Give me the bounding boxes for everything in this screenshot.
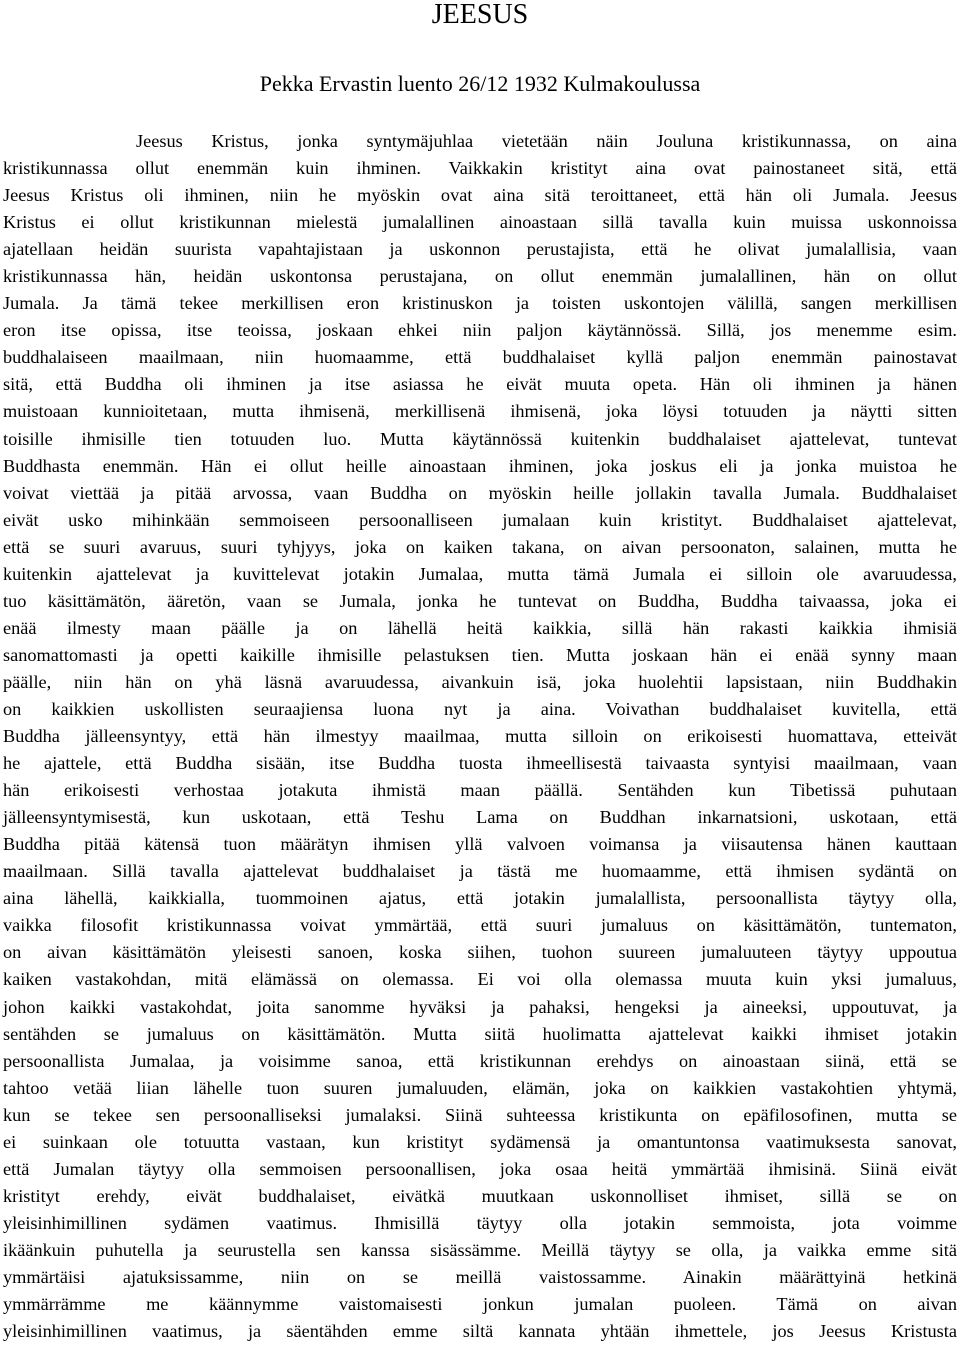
body-line: ymmärtäisi ajatuksissamme, niin on se meillä vaistossamme. Ainakin määrättyinä hetkinä xyxy=(3,1266,957,1287)
body-line: muistoaan kunnioitetaan, mutta ihmisenä, merkillisenä ihmisenä, joka löysi totuuden ja näytti sitten xyxy=(3,401,957,422)
body-line: sanomattomasti ja opetti kaikille ihmisille pelastuksen tien. Mutta joskaan hän ei enää synny maan xyxy=(3,644,957,665)
body-line: kristikunnassa ollut enemmän kuin ihminen. Vaikkakin kristityt aina ovat painostaneet sitä, että xyxy=(3,158,957,179)
body-line: maailmaan. Sillä tavalla ajattelevat buddhalaiset ja tästä me huomaamme, että ihmisen sydäntä on xyxy=(3,861,957,882)
body-line: kun se tekee sen persoonalliseksi jumalaksi. Siinä suhteessa kristikunta on epäfilosofinen, mutta se xyxy=(3,1104,957,1125)
body-line: toisille ihmisille tien totuuden luo. Mutta käytännössä kuitenkin buddhalaiset ajattelevat, tuntevat xyxy=(3,428,957,449)
body-line: Jumala. Ja tämä tekee merkillisen eron kristinuskon ja toisten uskontojen välillä, sangen merkillisen xyxy=(3,293,957,314)
body-line: eron itse opissa, itse teoissa, joskaan ehkei niin paljon käytännössä. Sillä, jos menemme esim. xyxy=(3,320,957,341)
body-line: kuitenkin ajattelevat ja kuvittelevat jotakin Jumalaa, mutta tämä Jumala ei silloin ole avaruudessa, xyxy=(3,563,957,584)
body-line: johon kaikki vastakohdat, joita sanomme hyväksi ja pahaksi, hengeksi ja aineeksi, uppoutuvat, ja xyxy=(3,996,957,1017)
body-line: on kaikkien uskollisten seuraajiensa luona nyt ja aina. Voivathan buddhalaiset kuvitella, että xyxy=(3,698,957,719)
body-line: eivät usko mihinkään semmoiseen persoonalliseen jumalaan kuin kristityt. Buddhalaiset ajattelevat, xyxy=(3,509,957,530)
body-line: sentähden se jumaluus on käsittämätön. Mutta siitä huolimatta ajattelevat kaikki ihmiset jotakin xyxy=(3,1023,957,1044)
body-line: sitä, että Buddha oli ihminen ja itse asiassa he eivät muuta opeta. Hän oli ihminen ja hänen xyxy=(3,374,957,395)
body-line: Buddha pitää kätensä tuon määrätyn ihmisen yllä valvoen voimansa ja viisautensa hänen kauttaan xyxy=(3,834,957,855)
document-title: JEESUS xyxy=(431,0,529,30)
body-line: tuo käsittämätön, ääretön, vaan se Jumala, jonka he tuntevat on Buddha, Buddha taivaassa, joka ei xyxy=(3,590,957,611)
body-line: Jeesus Kristus, jonka syntymäjuhlaa vietetään näin Jouluna kristikunnassa, on aina xyxy=(136,131,957,151)
body-line: tahtoo vetää liian lähelle tuon suuren jumaluuden, elämän, joka on kaikkien vastakohtien yhtymä, xyxy=(3,1077,957,1098)
body-line: Jeesus Kristus oli ihminen, niin he myöskin ovat aina sitä teroittaneet, että hän oli Jumala. Jeesus xyxy=(3,185,957,206)
body-line: että Jumalan täytyy olla semmoisen persoonallisen, joka osaa heitä ymmärtää ihmisinä. Siinä eivät xyxy=(3,1158,957,1179)
body-line: yleisinhimillinen vaatimus, ja säentähden emme siltä kannata yhtään ihmettele, jos Jeesus Kristusta xyxy=(3,1321,957,1342)
body-line: Buddhasta enemmän. Hän ei ollut heille ainoastaan ihminen, joka joskus eli ja jonka muistoa he xyxy=(3,455,957,476)
body-line: kaiken vastakohdan, mitä elämässä on olemassa. Ei voi olla olemassa muuta kuin yksi jumaluus, xyxy=(3,969,957,990)
body-line: ymmärrämme me käännymme vaistomaisesti jonkun jumalan puoleen. Tämä on aivan xyxy=(3,1294,957,1315)
body-line: hän erikoisesti verhostaa jotakuta ihmistä maan päällä. Sentähden kun Tibetissä puhutaan xyxy=(3,780,957,801)
body-line: jälleensyntymisestä, kun uskotaan, että Teshu Lama on Buddhan inkarnatsioni, uskotaan, että xyxy=(3,807,957,828)
body-line: persoonallista Jumalaa, ja voisimme sanoa, että kristikunnan erehdys on ainoastaan siinä, että se xyxy=(3,1050,957,1071)
body-line: aina lähellä, kaikkialla, tuommoinen ajatus, että jotakin jumalallista, persoonallista täytyy olla, xyxy=(3,888,957,909)
lecture-body xyxy=(3,128,957,1345)
body-line: kristityt erehdy, eivät buddhalaiset, eivätkä muutkaan uskonnolliset ihmiset, sillä se on xyxy=(3,1185,957,1206)
body-line: ikäänkuin puhutella ja seurustella sen kanssa sisässämme. Meillä täytyy se olla, ja vaikka emme sitä xyxy=(3,1239,957,1260)
body-line: buddhalaiseen maailmaan, niin huomaamme, että buddhalaiset kyllä paljon enemmän painostavat xyxy=(3,347,957,368)
body-line: että se suuri avaruus, suuri tyhjyys, joka on kaiken takana, on aivan persoonaton, salainen, mutta he xyxy=(3,536,957,557)
body-line: kristikunnassa hän, heidän uskontonsa perustajana, on ollut enemmän jumalallinen, hän on ollut xyxy=(3,266,957,287)
body-line: ajatellaan heidän suurista vapahtajistaan ja uskonnon perustajista, että he olivat jumalallisia, vaan xyxy=(3,239,957,260)
body-line: vaikka filosofit kristikunnassa voivat ymmärtää, että suuri jumaluus on käsittämätön, tuntematon, xyxy=(3,915,957,936)
body-line: Buddha jälleensyntyy, että hän ilmestyy maailmaa, mutta silloin on erikoisesti huomattava, etteivät xyxy=(3,726,957,747)
body-line: he ajattele, että Buddha sisään, itse Buddha tuosta ihmeellisestä taivaasta syntyisi maailmaan, vaan xyxy=(3,753,957,774)
body-line: Kristus ei ollut kristikunnan mielestä jumalallinen ainoastaan sillä tavalla kuin muissa uskonnoissa xyxy=(3,212,957,233)
body-line: päälle, niin hän on yhä läsnä avaruudessa, aivankuin isä, joka huolehtii lapsistaan, niin Buddhakin xyxy=(3,671,957,692)
body-line: enää ilmesty maan päälle ja on lähellä heitä kaikkia, sillä hän rakasti kaikkia ihmisiä xyxy=(3,617,957,638)
body-line: on aivan käsittämätön yleisesti sanoen, koska siihen, tuohon suureen jumaluuteen täytyy uppoutua xyxy=(3,942,957,963)
body-line: voivat viettää ja pitää arvossa, vaan Buddha on myöskin heille jollakin tavalla Jumala. Buddhalaiset xyxy=(3,482,957,503)
body-line: ei suinkaan ole totuutta vastaan, kun kristityt sydämensä ja omantuntonsa vaatimuksesta sanovat, xyxy=(3,1131,957,1152)
body-line: yleisinhimillinen sydämen vaatimus. Ihmisillä täytyy olla jotakin semmoista, jota voimme xyxy=(3,1212,957,1233)
document-subtitle: Pekka Ervastin luento 26/12 1932 Kulmakoulussa xyxy=(259,71,701,96)
